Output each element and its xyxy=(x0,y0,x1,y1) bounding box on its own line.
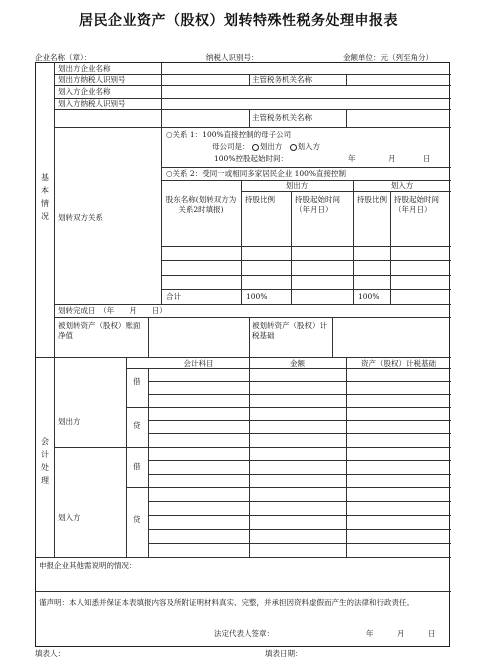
filler-label: 填表人： xyxy=(35,649,65,658)
relation-2-option[interactable]: ○关系 2：受同一或相同多家居民企业 100%直接控制 xyxy=(166,169,347,178)
amount-unit-label: 金额单位：元（列至角分） xyxy=(343,53,433,62)
tax-authority-label: 主管税务机关名称 xyxy=(252,75,312,84)
transferor-name-label: 划出方企业名称 xyxy=(58,64,111,73)
transferor-credit-label: 贷 xyxy=(133,421,141,430)
total-out-percent: 100% xyxy=(246,292,268,301)
declaration-text: 谨声明：本人知悉并保证本表填报内容及所附证明材料真实、完整，并承担因资料虚假而产生的法律和行政责任。 xyxy=(39,598,414,607)
accounting-section-label: 会计处理 xyxy=(41,437,49,485)
signature-month-label: 月 xyxy=(397,629,405,638)
in-hold-time-header: 持股起始时间（年月日） xyxy=(394,195,439,214)
section-label-divider xyxy=(54,63,55,557)
control-time-label: 100%控股起始时间： xyxy=(214,154,288,163)
out-party-header: 划出方 xyxy=(285,181,309,190)
parent-label: 母公司是： xyxy=(212,142,250,151)
transferee-name-label: 划入方企业名称 xyxy=(58,87,111,96)
transferee-label: 划入方 xyxy=(58,513,81,522)
tax-authority-label-2: 主管税务机关名称 xyxy=(252,113,312,122)
signature-year-label: 年 xyxy=(366,629,374,638)
relation-label: 划转双方关系 xyxy=(58,213,103,222)
total-label: 合计 xyxy=(166,292,181,301)
out-share-ratio-header: 持股比例 xyxy=(245,195,275,204)
company-name-label: 企业名称（章）： xyxy=(35,53,92,62)
label-column-divider xyxy=(161,63,162,127)
transferor-label: 划出方 xyxy=(58,417,81,426)
control-year-label: 年 xyxy=(348,154,356,163)
signature-day-label: 日 xyxy=(428,629,436,638)
control-month-label: 月 xyxy=(388,154,396,163)
in-party-header: 划入方 xyxy=(390,181,414,190)
declaration-form xyxy=(35,62,450,647)
basic-info-section-label: 基本情况 xyxy=(41,173,49,221)
transferee-credit-label: 贷 xyxy=(133,515,141,524)
legal-rep-signature-label: 法定代表人签章： xyxy=(214,629,274,638)
radio-transferor[interactable] xyxy=(252,144,259,151)
transferor-id-label: 划出方纳税人识别号 xyxy=(58,75,126,84)
parent-company-row xyxy=(212,142,320,152)
control-day-label: 日 xyxy=(423,154,431,163)
form-title: 居民企业资产（股权）划转特殊性税务处理申报表 xyxy=(79,13,398,29)
parent-opt-transferee: 划入方 xyxy=(297,142,321,151)
transferee-id-label: 划入方纳税人识别号 xyxy=(58,99,126,108)
accounting-section-top xyxy=(36,357,451,358)
col-tax-basis-header: 资产（股权）计税基础 xyxy=(361,359,436,368)
col-amount-header: 金额 xyxy=(290,359,305,368)
transferee-debit-label: 借 xyxy=(133,462,141,471)
in-share-ratio-header: 持股比例 xyxy=(357,195,387,204)
fill-date-label: 填表日期： xyxy=(265,649,303,658)
out-hold-time-header: 持股起始时间（年月日） xyxy=(295,195,340,214)
shareholder-name-header: 股东名称(划转双方为关系2时填报) xyxy=(165,195,237,214)
completion-date-label: 划转完成日 （年 月 日） xyxy=(58,306,167,315)
col-subject-header: 会计科目 xyxy=(183,359,214,368)
parent-opt-transferor: 划出方 xyxy=(259,142,283,151)
radio-transferee[interactable] xyxy=(290,144,297,151)
net-value-label: 被划转资产（股权）账面净值 xyxy=(58,321,141,340)
other-info-label: 申报企业其他需说明的情况： xyxy=(39,561,137,570)
total-in-percent: 100% xyxy=(358,292,380,301)
taxpayer-id-label: 纳税人识别号： xyxy=(206,53,259,62)
relation-1-option[interactable]: ○关系 1：100%直接控制的母子公司 xyxy=(166,130,292,139)
tax-basis-label: 被划转资产（股权）计税基础 xyxy=(252,321,327,340)
transferor-debit-label: 借 xyxy=(133,377,141,386)
